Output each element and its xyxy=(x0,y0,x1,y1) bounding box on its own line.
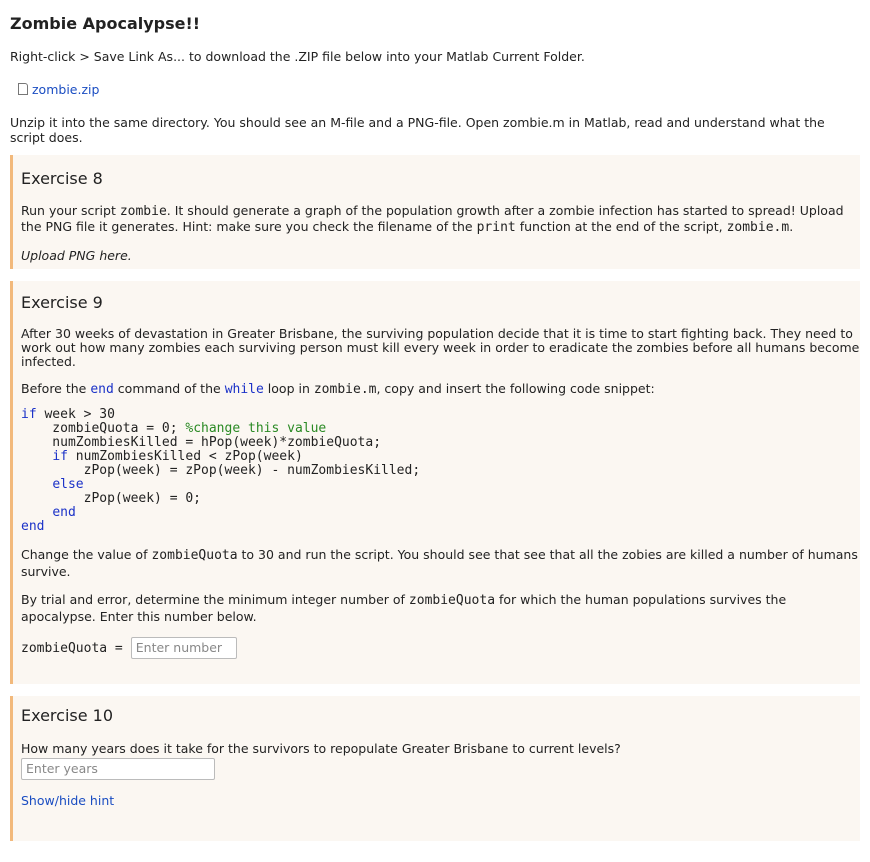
unzip-text: Unzip it into the same directory. You should see an M-file and a PNG-file. Open zombie.m in Matlab, read and understand what the script does. xyxy=(10,115,825,145)
exercise-9-change-text: Change the value of zombieQuota to 30 and run the script. You should see that see that all the zobies are killed a number of humans survive. xyxy=(21,547,858,579)
zombie-quota-input[interactable]: Enter number xyxy=(131,637,237,659)
years-input[interactable]: Enter years xyxy=(21,758,215,780)
exercise-10-question: How many years does it take for the survivors to repopulate Greater Brisbane to current levels? xyxy=(21,741,621,756)
page-title: Zombie Apocalypse!! xyxy=(10,14,201,33)
exercise-9 xyxy=(10,281,860,684)
exercise-8 xyxy=(10,155,860,269)
upload-png-area[interactable]: Upload PNG here. xyxy=(21,248,132,263)
code-zombie: zombie xyxy=(119,204,167,219)
zombie-quota-label: zombieQuota = xyxy=(21,640,123,656)
zombie-quota-row xyxy=(21,637,860,659)
exercise-10 xyxy=(10,696,860,841)
zombie-zip-link[interactable]: zombie.zip xyxy=(32,82,100,97)
file-icon xyxy=(18,83,28,95)
show-hide-hint-link[interactable]: Show/hide hint xyxy=(21,793,115,808)
exercise-9-heading: Exercise 9 xyxy=(21,293,103,312)
intro-text: Right-click > Save Link As... to download the .ZIP file below into your Matlab Current Folder. xyxy=(10,49,585,64)
exercise-10-heading: Exercise 10 xyxy=(21,706,114,725)
exercise-8-text: Run your script zombie. It should generate a graph of the population growth after a zombie infection has started to spread! Upload the PNG file it generates. Hint: make sure you check the filename of the print function at the end of the script, zombie.m. xyxy=(21,203,844,235)
exercise-9-intro: After 30 weeks of devastation in Greater Brisbane, the surviving population decide that it is time to start fighting back. They need to work out how many zombies each surviving person must kill every week in order to eradicate the zombies before all humans become infected. xyxy=(21,326,860,369)
exercise-8-heading: Exercise 8 xyxy=(21,169,103,188)
file-download xyxy=(10,81,860,97)
code-zombie-m: zombie.m xyxy=(726,220,790,235)
code-print: print xyxy=(476,220,516,235)
exercise-9-instruction: Before the end command of the while loop in zombie.m, copy and insert the following code snippet: xyxy=(21,381,655,397)
exercise-9-trial-text: By trial and error, determine the minimum integer number of zombieQuota for which the human populations survives the apocalypse. Enter this number below. xyxy=(21,592,787,624)
code-snippet: if week > 30 zombieQuota = 0; %change this value numZombiesKilled = hPop(week)*zombieQuota; if numZombiesKilled < zPop(week) zPop(week) = zPop(week) - numZombiesKilled; else zPop(week) = 0; end end xyxy=(21,407,421,534)
